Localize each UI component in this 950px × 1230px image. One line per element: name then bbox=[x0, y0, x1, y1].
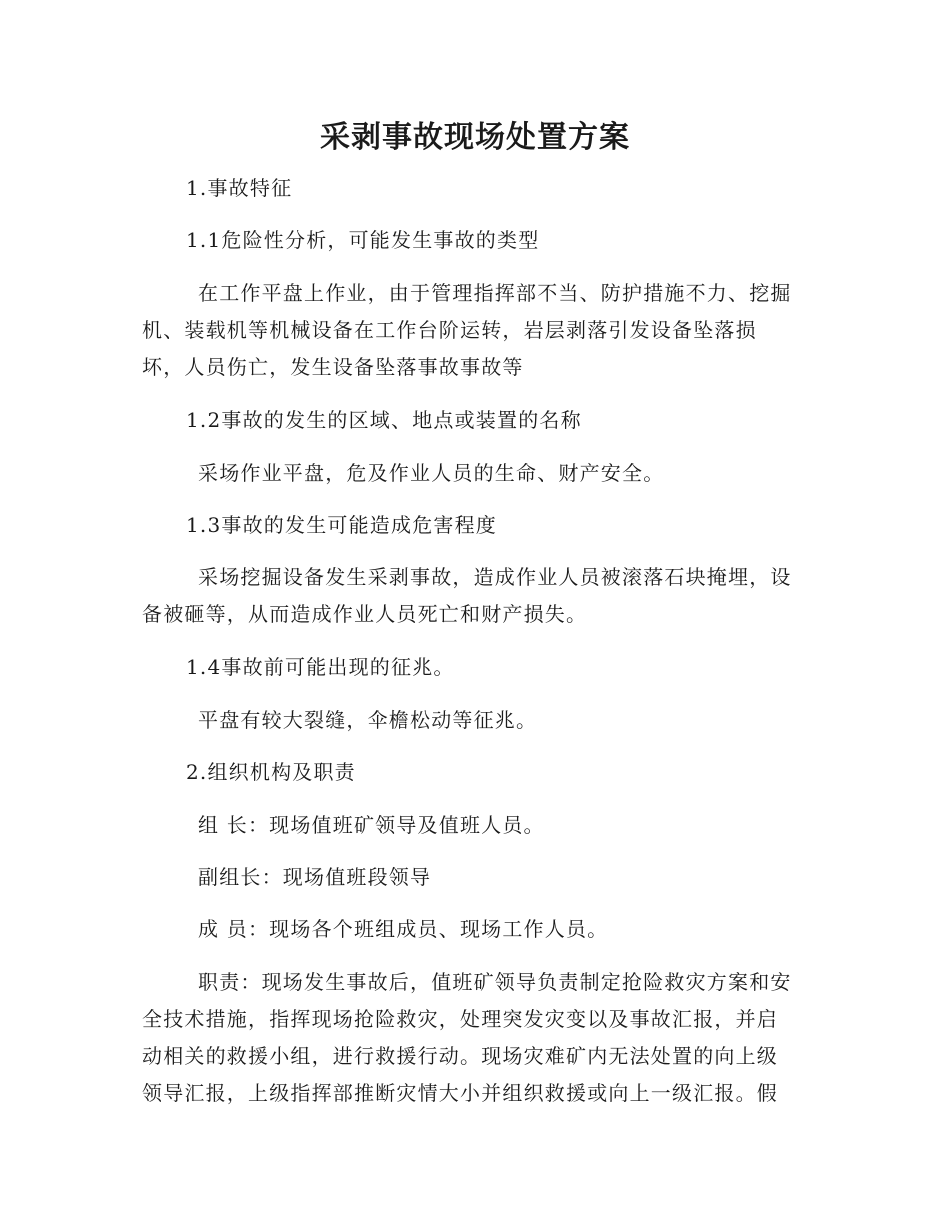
paragraph-line: 备被砸等，从而造成作业人员死亡和财产损失。 bbox=[142, 602, 588, 626]
section-heading-2: 2.组织机构及职责 bbox=[186, 760, 356, 784]
role-line-members: 成 员：现场各个班组成员、现场工作人员。 bbox=[198, 917, 609, 941]
paragraph-line: 坏，人员伤亡，发生设备坠落事故事故等 bbox=[142, 355, 524, 379]
paragraph-line: 领导汇报，上级指挥部推断灾情大小并组织救援或向上一级汇报。假 bbox=[142, 1081, 778, 1105]
paragraph-line: 在工作平盘上作业，由于管理指挥部不当、防护措施不力、挖掘 bbox=[198, 281, 792, 305]
subsection-heading-1-4: 1.4事故前可能出现的征兆。 bbox=[186, 655, 455, 679]
subsection-heading-1-3: 1.3事故的发生可能造成危害程度 bbox=[186, 513, 498, 537]
paragraph-line: 平盘有较大裂缝，伞檐松动等征兆。 bbox=[198, 708, 538, 732]
subsection-heading-1-1: 1.1危险性分析，可能发生事故的类型 bbox=[186, 228, 540, 252]
paragraph-line: 采场挖掘设备发生采剥事故，造成作业人员被滚落石块掩埋，设 bbox=[198, 565, 792, 589]
role-line-leader: 组 长：现场值班矿领导及值班人员。 bbox=[198, 813, 545, 837]
paragraph-line: 动相关的救援小组，进行救援行动。现场灾难矿内无法处置的向上级 bbox=[142, 1044, 778, 1068]
document-title: 采剥事故现场处置方案 bbox=[320, 120, 630, 155]
section-heading-1: 1.事故特征 bbox=[186, 176, 293, 200]
subsection-heading-1-2: 1.2事故的发生的区域、地点或装置的名称 bbox=[186, 408, 582, 432]
paragraph-line: 职责：现场发生事故后，值班矿领导负责制定抢险救灾方案和安 bbox=[198, 970, 792, 994]
paragraph-line: 采场作业平盘，危及作业人员的生命、财产安全。 bbox=[198, 461, 665, 485]
paragraph-line: 机、装载机等机械设备在工作台阶运转，岩层剥落引发设备坠落损 bbox=[142, 318, 757, 342]
role-line-deputy: 副组长：现场值班段领导 bbox=[198, 865, 432, 889]
paragraph-line: 全技术措施，指挥现场抢险救灾，处理突发灾变以及事故汇报，并启 bbox=[142, 1007, 778, 1031]
